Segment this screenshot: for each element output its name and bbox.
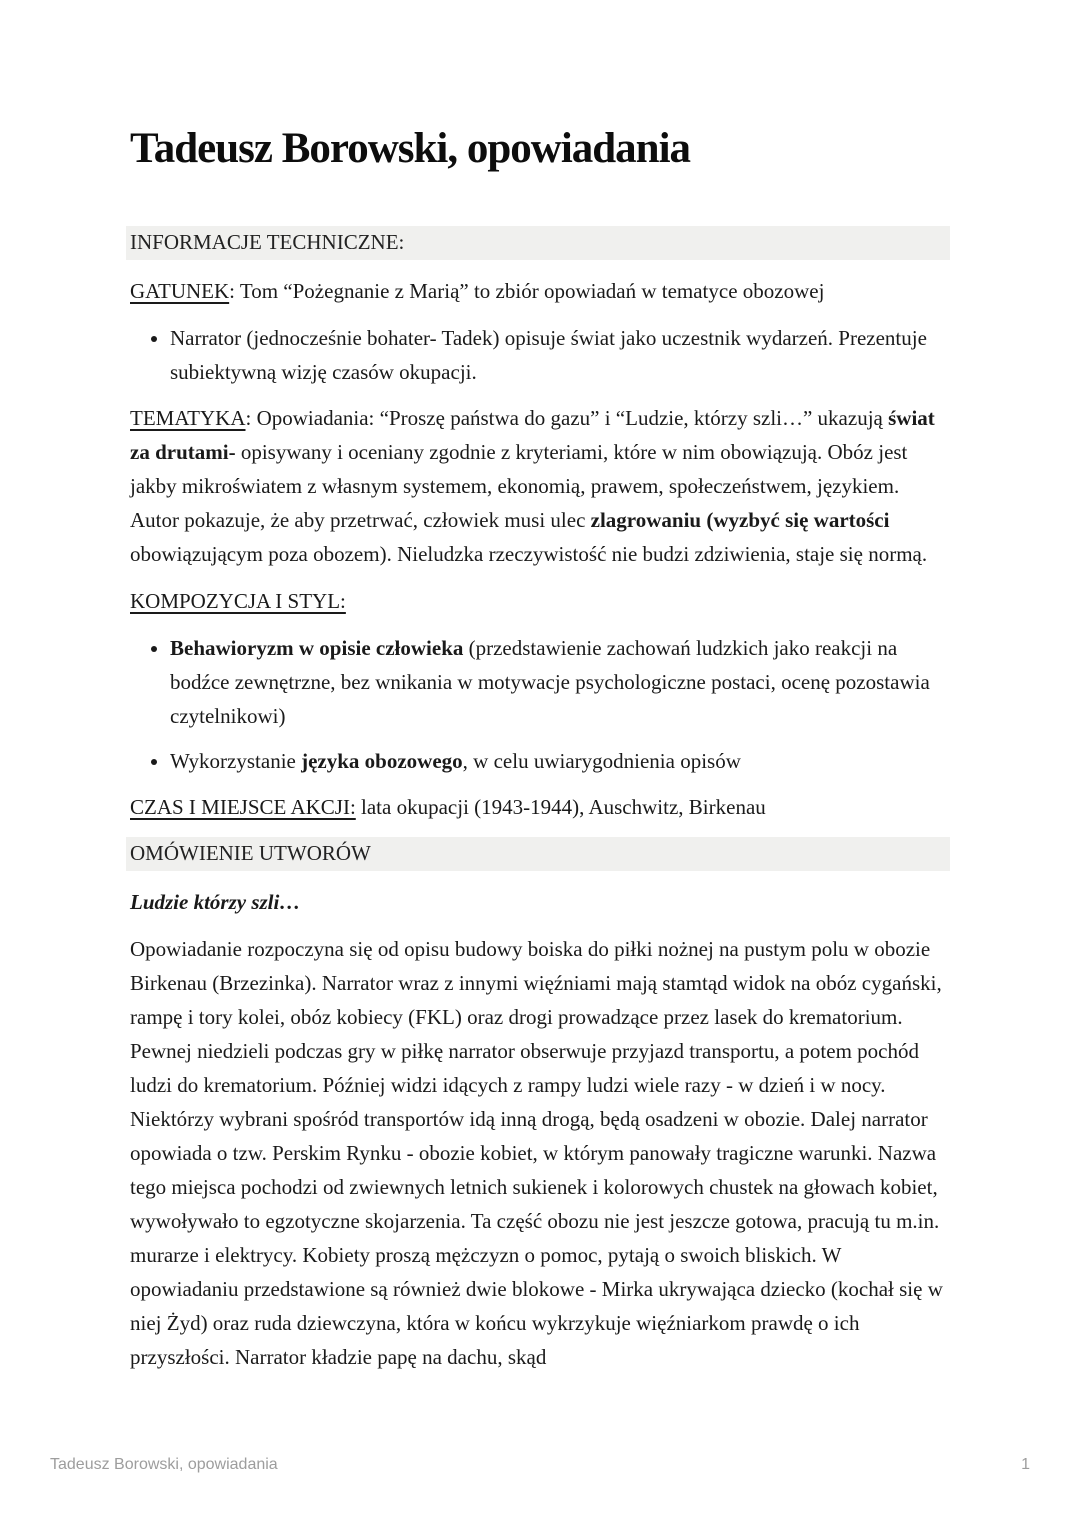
page-title: Tadeusz Borowski, opowiadania — [130, 125, 691, 172]
wykorzystanie-text-pre: Wykorzystanie — [170, 748, 302, 773]
tematyka-paragraph — [130, 401, 950, 571]
section-header-omowienie-utworow — [126, 837, 950, 871]
footer-document-title: Tadeusz Borowski, opowiadania — [50, 1456, 278, 1473]
section-header-label: OMÓWIENIE UTWORÓW — [130, 840, 371, 865]
gatunek-label: GATUNEK — [130, 278, 230, 303]
list-item-behawioryzm — [170, 631, 950, 733]
wykorzystanie-text-post: , w celu uwiarygodnienia opisów — [462, 748, 741, 773]
section-header-label: INFORMACJE TECHNICZNE: — [130, 229, 405, 254]
gatunek-line — [130, 274, 950, 308]
gatunek-text: : Tom “Pożegnanie z Marią” to zbiór opowiadań w tematyce obozowej — [229, 278, 825, 303]
section-header-informacje-techniczne — [126, 226, 950, 260]
tematyka-text-1: : Opowiadania: “Proszę państwa do gazu” i “Ludzie, którzy szli…” ukazują — [245, 405, 889, 430]
list-item-wykorzystanie — [170, 744, 950, 778]
narrator-bullet-text: Narrator (jednocześnie bohater- Tadek) opisuje świat jako uczestnik wydarzeń. Prezentuje subiektywną wizję czasów okupacji. — [170, 325, 927, 384]
czas-text: lata okupacji (1943-1944), Auschwitz, Birkenau — [355, 794, 766, 819]
kompozycja-label: KOMPOZYCJA I STYL: — [130, 588, 346, 613]
kompozycja-heading — [130, 584, 950, 618]
tematyka-text-2: opisywany i oceniany zgodnie z kryteriami, które w nim obowiązują. Obóz jest jakby mikroświatem z własnym systemem, ekonomią, prawem, społeczeństwem, językiem. Autor pokazuje, że aby przetrwać, człowiek musi ulec — [130, 439, 908, 532]
tematyka-text-3: obowiązującym poza obozem). Nieludzka rzeczywistość nie budzi zdziwienia, staje się normą. — [130, 541, 928, 566]
story-title: Ludzie którzy szli… — [130, 889, 301, 914]
list-item-narrator — [170, 321, 950, 389]
page-footer — [50, 1456, 1030, 1474]
behawioryzm-bold: Behawioryzm w opisie człowieka — [170, 635, 464, 660]
story-paragraph: Opowiadanie rozpoczyna się od opisu budowy boiska do piłki nożnej na pustym polu w obozie Birkenau (Brzezinka). Narrator wraz z innymi więźniami mają stamtąd widok na obóz cygański, rampę i tory kolei, obóz kobiecy (FKL) oraz drogi prowadzące przez lasek do krematorium. Pewnej niedzieli podczas gry w piłkę narrator obserwuje przyjazd transportu, a potem pochód ludzi do krematorium. Później widzi idących z rampy ludzi wiele razy - w dzień i w nocy. Niektórzy wybrani spośród transportów idą inną drogą, będą osadzeni w obozie. Dalej narrator opowiada o tzw. Perskim Rynku - obozie kobiet, w którym panowały tragiczne warunki. Nazwa tego miejsca pochodzi od zwiewnych letnich sukienek i kolorowych chustek na głowach kobiet, wywoływało to egzotyczne skojarzenia. Ta część obozu nie jest jeszcze gotowa, pracują tu m.in. murarze i elektrycy. Kobiety proszą mężczyzn o pomoc, pytają o swoich bliskich. W opowiadaniu przedstawione są również dwie blokowe - Mirka ukrywająca dziecko (kochał się w niej Żyd) oraz ruda dziewczyna, która w końcu wykrzykuje więźniarkom prawdę o ich przyszłości. Narrator kładzie papę na dachu, skąd — [130, 936, 943, 1369]
czas-label: CZAS I MIEJSCE AKCJI: — [130, 794, 356, 819]
document-body — [130, 0, 950, 1387]
narrator-bullet-list — [130, 321, 950, 389]
tematyka-label: TEMATYKA — [130, 405, 246, 430]
kompozycja-bullet-list — [130, 631, 950, 778]
tematyka-bold-swiat-za-drutami: świat za drutami- — [130, 405, 935, 464]
czas-line — [130, 790, 950, 824]
tematyka-bold-zlagrowanie: zlagrowaniu (wyzbyć się wartości — [590, 507, 890, 532]
wykorzystanie-bold: języka obozowego — [301, 748, 463, 773]
footer-page-number: 1 — [1021, 1456, 1030, 1473]
behawioryzm-text: (przedstawienie zachowań ludzkich jako reakcji na bodźce zewnętrzne, bez wnikania w motywacje psychologiczne postaci, ocenę pozostawia czytelnikowi) — [170, 635, 930, 728]
